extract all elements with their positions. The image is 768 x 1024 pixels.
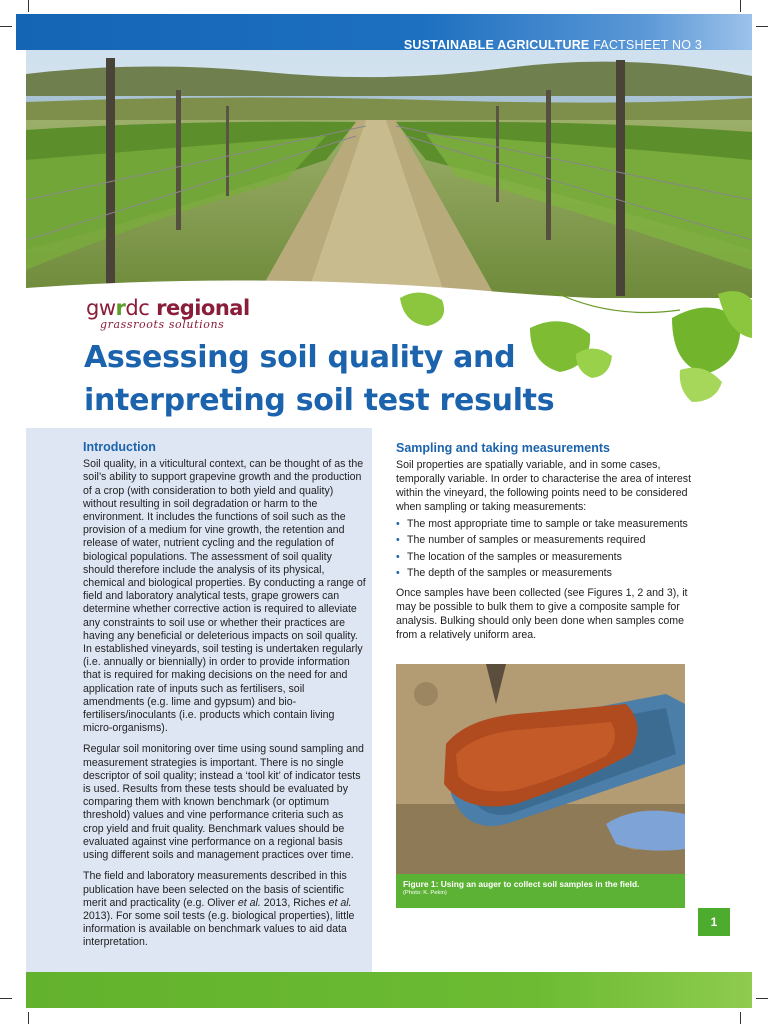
footer-band bbox=[26, 972, 752, 1008]
figure-1-caption: Figure 1: Using an auger to collect soil samples in the field. bbox=[403, 879, 640, 889]
page-number: 1 bbox=[698, 908, 730, 936]
bullet-icon: • bbox=[396, 550, 400, 563]
series-label-rest: FACTSHEET NO 3 bbox=[589, 38, 702, 52]
series-label bbox=[404, 38, 702, 52]
p3-etal-2: et al. bbox=[328, 896, 352, 909]
figure-1-credit: (Photo: K. Pekin) bbox=[403, 890, 447, 896]
bullet-icon: • bbox=[396, 567, 400, 580]
figure-1 bbox=[396, 664, 685, 908]
logo-r: r bbox=[115, 296, 126, 320]
p3-etal-1: et al. bbox=[237, 896, 261, 909]
bullet-text: The most appropriate time to sample or take measurements bbox=[407, 518, 688, 530]
bullet-text: The number of samples or measurements required bbox=[407, 534, 646, 547]
gwrdc-logo bbox=[86, 296, 250, 331]
series-label-bold: SUSTAINABLE AGRICULTURE bbox=[403, 38, 590, 52]
introduction-paragraph-3 bbox=[83, 870, 366, 949]
logo-dc: dc bbox=[125, 296, 150, 320]
page-title bbox=[84, 336, 584, 422]
list-item bbox=[396, 549, 692, 565]
p3-text-b: 2013, Riches bbox=[260, 896, 329, 909]
logo-wordmark bbox=[86, 296, 250, 320]
crop-mark bbox=[740, 1012, 741, 1024]
p3-text-c: 2013). For some soil tests (e.g. biological properties), little information is available on benchmark values to aid data interpretation. bbox=[83, 909, 355, 949]
bullet-icon: • bbox=[396, 518, 400, 530]
sampling-heading: Sampling and taking measurements bbox=[396, 441, 610, 455]
auger-soil-photo bbox=[396, 664, 685, 874]
introduction-paragraph-1: Soil quality, in a viticultural context, can be thought of as the soil’s ability to support grapevine growth and the production of a crop (with consideration to both yield and quality) without resulting in soil degradation or harm to the environment. It includes the functions of soil such as the provision of a medium for vine growth, the retention and release of water, nutrient cycling and the regulation of biological populations. The assessment of soil quality should therefore include the analysis of its physical, chemical and biological properties. By conducting a range of field and laboratory analytical tests, grape growers can determine whether corrective action is required to alleviate any constraints to soil use or whether their practices are having any beneficial or deleterious impacts on soil quality. In established vineyards, soil testing is undertaken regularly (i.e. annually or biennially) in order to provide information that is required for making decisions on the need for and application rate of inputs such as fertilisers, soil amendments (e.g. lime and gypsum) and bio-fertilisers/inoculants (i.e. products which contain living micro-organisms). bbox=[83, 458, 366, 735]
crop-mark bbox=[756, 26, 768, 27]
sampling-bullet-list bbox=[396, 516, 692, 582]
bullet-text: The depth of the samples or measurements bbox=[407, 567, 612, 580]
logo-w: w bbox=[98, 296, 116, 320]
introduction-heading: Introduction bbox=[83, 440, 156, 454]
crop-mark bbox=[28, 1012, 29, 1024]
introduction-section bbox=[83, 441, 366, 958]
list-item bbox=[396, 532, 692, 548]
sampling-outro: Once samples have been collected (see Figures 1, 2 and 3), it may be possible to bulk them to give a composite sample for analysis. Bulking should only been done when samples come from a relatively uniform area. bbox=[396, 586, 688, 641]
logo-regional: regional bbox=[149, 296, 250, 320]
list-item bbox=[396, 565, 692, 581]
crop-mark bbox=[740, 0, 741, 12]
sampling-section bbox=[396, 441, 692, 644]
figure-1-caption-box bbox=[396, 874, 685, 908]
p3-text-a: The field and laboratory measurements described in this publication have been selected on the basis of scientific merit and practicality (e.g. Oliver bbox=[83, 870, 347, 909]
hero-vineyard-photo bbox=[26, 50, 752, 298]
bullet-text: The location of the samples or measurements bbox=[407, 550, 622, 563]
bullet-icon: • bbox=[396, 534, 400, 547]
title-line-1: Assessing soil quality and bbox=[84, 340, 516, 375]
crop-mark bbox=[0, 26, 12, 27]
crop-mark bbox=[0, 998, 12, 999]
logo-g: g bbox=[86, 296, 99, 320]
sampling-intro: Soil properties are spatially variable, and in some cases, temporally variable. In order to characterise the area of interest within the vineyard, the following points need to be considered when sampling or taking measurements: bbox=[396, 459, 692, 513]
list-item bbox=[396, 516, 692, 532]
logo-tagline: grassroots solutions bbox=[100, 318, 225, 331]
crop-mark bbox=[28, 0, 29, 12]
crop-mark bbox=[756, 998, 768, 999]
title-line-2: interpreting soil test results bbox=[84, 383, 555, 418]
introduction-paragraph-2: Regular soil monitoring over time using sound sampling and measurement strategies is important. There is no single descriptor of soil quality; instead a ‘tool kit’ of indicator tests is used. Results from these tests should be evaluated by comparing them with known benchmark (or optimum threshold) values and vine performance criteria such as crop yield and fruit quality. Benchmark values should be evaluated against vine performance on a regional basis using different soils and management practices over time. bbox=[83, 743, 364, 862]
